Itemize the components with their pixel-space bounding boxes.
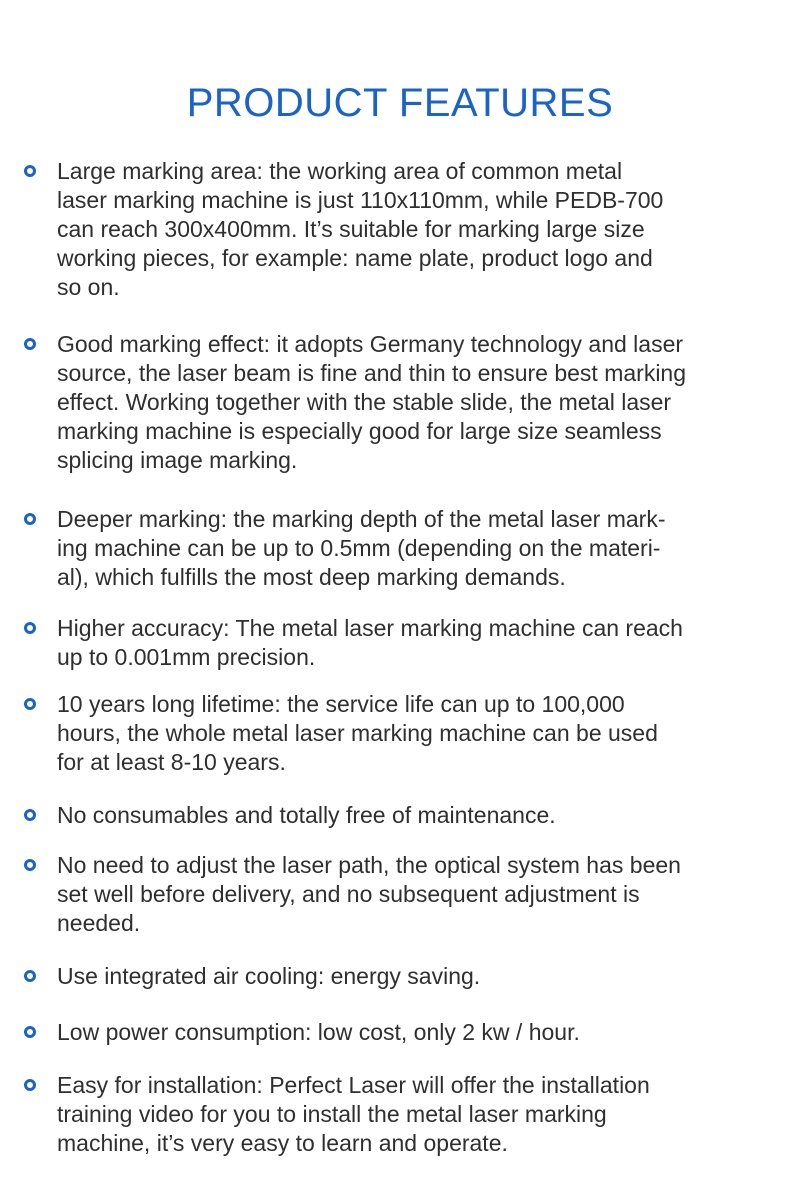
circle-bullet-icon bbox=[24, 165, 36, 177]
feature-text: No need to adjust the laser path, the optical system has been set well before delivery, and no subsequent adjustment is needed. bbox=[57, 852, 681, 936]
circle-bullet-icon bbox=[24, 622, 36, 634]
circle-bullet-icon bbox=[24, 859, 36, 871]
feature-text: 10 years long lifetime: the service life can up to 100,000 hours, the whole metal laser marking machine can be used for at least 8-10 years. bbox=[57, 691, 658, 775]
circle-bullet-icon bbox=[24, 970, 36, 982]
circle-bullet-icon bbox=[24, 1026, 36, 1038]
circle-bullet-icon bbox=[24, 809, 36, 821]
feature-text: Deeper marking: the marking depth of the metal laser mark- ing machine can be up to 0.5mm (depending on the materi- al), which fulfills the most deep marking demands. bbox=[57, 506, 666, 590]
circle-bullet-icon bbox=[24, 698, 36, 710]
feature-text: Higher accuracy: The metal laser marking machine can reach up to 0.001mm precision. bbox=[57, 615, 683, 670]
feature-text: Easy for installation: Perfect Laser will offer the installation training video for you to install the metal laser marking machine, it’s very easy to learn and operate. bbox=[57, 1072, 650, 1156]
feature-text: Large marking area: the working area of common metal laser marking machine is just 110x110mm, while PEDB-700 can reach 300x400mm. It’s suitable for marking large size working pieces, for example: name plate, product logo and so on. bbox=[57, 158, 664, 300]
circle-bullet-icon bbox=[24, 513, 36, 525]
feature-text: Use integrated air cooling: energy saving. bbox=[57, 963, 481, 989]
feature-text: No consumables and totally free of maintenance. bbox=[57, 802, 556, 828]
circle-bullet-icon bbox=[24, 338, 36, 350]
circle-bullet-icon bbox=[24, 1079, 36, 1091]
page-title: PRODUCT FEATURES bbox=[186, 80, 614, 125]
feature-text: Good marking effect: it adopts Germany technology and laser source, the laser beam is fine and thin to ensure best marking effect. Working together with the stable slide, the metal laser marking machine is especially good for large size seamless splicing image marking. bbox=[57, 331, 687, 473]
feature-text: Low power consumption: low cost, only 2 kw / hour. bbox=[57, 1019, 580, 1045]
